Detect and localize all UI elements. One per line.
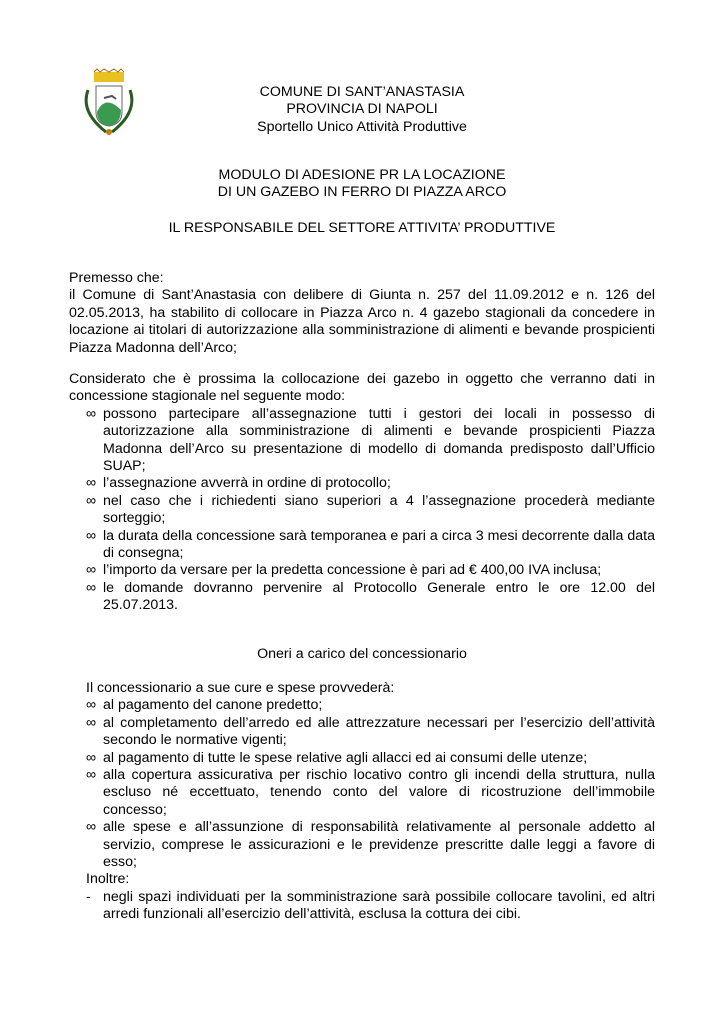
- header-province: PROVINCIA DI NAPOLI: [286, 101, 438, 118]
- infinity-bullet-icon: ∞: [86, 492, 97, 509]
- header-office: Sportello Unico Attività Produttive: [257, 118, 467, 135]
- premesso-section: [69, 270, 655, 357]
- list-item: [86, 475, 655, 492]
- list-item-text: al completamento dell’arredo ed alle attrezzature necessari per l’esercizio dell’attività secondo le normative vigenti;: [103, 714, 655, 749]
- infinity-bullet-icon: ∞: [86, 767, 97, 784]
- list-item-text: le domande dovranno pervenire al Protocollo Generale entro le ore 12.00 del 25.07.2013.: [103, 579, 655, 614]
- list-item-text: al pagamento di tutte le spese relative agli allacci ed ai consumi delle utenze;: [103, 749, 588, 766]
- premesso-text: il Comune di Sant’Anastasia con delibere di Giunta n. 257 del 11.09.2012 e n. 126 del 02.05.2013, ha stabilito di collocare in Piazza Arco n. 4 gazebo stagionali da concedere in locazione ai titolari di autorizzazione alla somministrazione di alimenti e bevande prospicienti Piazza Madonna dell’Arco;: [69, 287, 655, 356]
- header-municipality: COMUNE DI SANT’ANASTASIA: [259, 84, 465, 100]
- infinity-bullet-icon: ∞: [86, 562, 97, 579]
- issuer-header: [69, 84, 655, 136]
- oneri-intro: Il concessionario a sue cure e spese provvederà:: [86, 680, 395, 696]
- title-line: MODULO DI ADESIONE PR LA LOCAZIONE: [218, 167, 506, 183]
- list-item-text: l’importo da versare per la predetta concessione è pari ad € 400,00 IVA inclusa;: [103, 562, 602, 579]
- document-subtitle: IL RESPONSABILE DEL SETTORE ATTIVITA’ PRODUTTIVE: [168, 220, 556, 236]
- considerato-text: Considerato che è prossima la collocazione dei gazebo in oggetto che verranno dati in concessione stagionale nel seguente modo:: [69, 371, 655, 405]
- infinity-bullet-icon: ∞: [86, 405, 97, 422]
- title-line: DI UN GAZEBO IN FERRO DI PIAZZA ARCO: [217, 184, 507, 201]
- infinity-bullet-icon: ∞: [86, 527, 97, 544]
- infinity-bullet-icon: ∞: [86, 714, 97, 731]
- list-item-text: alle spese e all’assunzione di responsabilità relativamente al personale addetto al servizio, comprese le assicurazioni e le previdenze prescritte dalle leggi a favore di esso;: [103, 819, 655, 871]
- dash-bullet-icon: -: [86, 888, 91, 905]
- infinity-bullet-icon: ∞: [86, 749, 97, 766]
- infinity-bullet-icon: ∞: [86, 475, 97, 492]
- oneri-section: [86, 680, 655, 924]
- list-item: [86, 715, 655, 750]
- considerato-list: [86, 406, 655, 615]
- list-item-text: alla copertura assicurativa per rischio locativo contro gli incendi della struttura, nulla escluso né eccettuato, tenendo conto del valore di ricostruzione dell’immobile concesso;: [103, 767, 655, 818]
- list-item: [86, 580, 655, 615]
- list-item: [86, 562, 655, 579]
- infinity-bullet-icon: ∞: [86, 579, 97, 596]
- list-item-text: l’assegnazione avverrà in ordine di protocollo;: [103, 475, 391, 492]
- list-item: [86, 889, 655, 924]
- list-item: [86, 697, 655, 714]
- list-item-text: negli spazi individuati per la somministrazione sarà possibile collocare tavolini, ed altri arredi funzionali all’esercizio dell’attività, esclusa la cottura dei cibi.: [103, 888, 655, 923]
- list-item-text: possono partecipare all’assegnazione tutti i gestori dei locali in possesso di autorizzazione alla somministrazione di alimenti e bevande prospicienti Piazza Madonna dell’Arco su presentazione di modello di domanda predisposto dall’Ufficio SUAP;: [103, 405, 655, 475]
- premesso-heading: Premesso che:: [69, 270, 164, 286]
- list-item: [86, 767, 655, 819]
- inoltre-heading: Inoltre:: [86, 871, 130, 888]
- list-item-text: al pagamento del canone predetto;: [103, 697, 323, 714]
- list-item: [86, 493, 655, 528]
- oneri-heading: Oneri a carico del concessionario: [257, 646, 467, 662]
- infinity-bullet-icon: ∞: [86, 819, 97, 836]
- document-title: [69, 167, 655, 202]
- infinity-bullet-icon: ∞: [86, 697, 97, 714]
- list-item: [86, 819, 655, 871]
- considerato-section: [69, 371, 655, 615]
- list-item: [86, 406, 655, 476]
- list-item-text: la durata della concessione sarà temporanea e pari a circa 3 mesi decorrente dalla data di consegna;: [103, 527, 655, 562]
- inoltre-list: [86, 889, 655, 924]
- list-item-text: nel caso che i richiedenti siano superiori a 4 l’assegnazione procederà mediante sorteggio;: [103, 492, 655, 527]
- oneri-list: [86, 697, 655, 871]
- list-item: [86, 750, 655, 767]
- list-item: [86, 528, 655, 563]
